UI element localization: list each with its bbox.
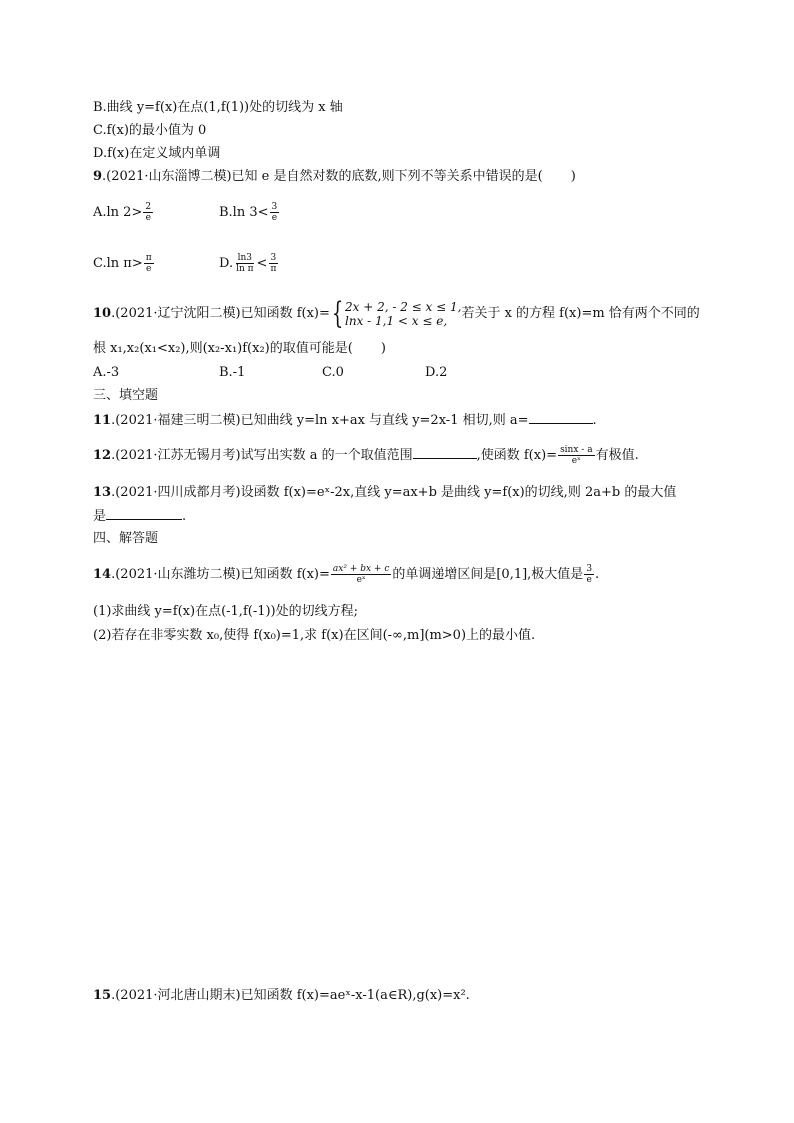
- q8-option-b: B.曲线 y=f(x)在点(1,f(1))处的切线为 x 轴: [93, 100, 343, 115]
- section-heading-solutions: 四、解答题: [93, 531, 159, 546]
- q10-option-b: B.-1: [219, 365, 246, 380]
- q9-option-b: B.ln 3< $\frac{3}{e}$: [219, 202, 278, 223]
- q14-stem: 14.(2021·山东潍坊二模)已知函数 f(x)= $\frac{\text{ax² + bx + c}}{\text{eˣ}}$ 的单调递增区间是[0,1],极大值是 $\frac{3}{e}$ .: [93, 564, 600, 585]
- q8-option-d: D.f(x)在定义域内单调: [93, 146, 221, 161]
- q12-stem: 12.(2021·江苏无锡月考)试写出实数 a 的一个取值范围 ,使函数 f(x)= $\frac{\sin x - a}{\text{eˣ}}$ 有极值.: [93, 445, 639, 466]
- q11-stem: 11.(2021·福建三明二模)已知曲线 y=ln x+ax 与直线 y=2x-1 相切,则 a= .: [93, 413, 597, 428]
- q9-stem: 9.(2021·山东淄博二模)已知 e 是自然对数的底数,则下列不等关系中错误的是( ): [93, 169, 576, 184]
- question-number: 10: [93, 306, 112, 321]
- q10-option-a: A.-3: [93, 365, 120, 380]
- q10-stem: 10.(2021·辽宁沈阳二模)已知函数 f(x)= { 2x + 2, - 2 ≤ x ≤ 1, lnx - 1,1 < x ≤ e, 若关于 x 的方程 f(x)=m 恰有两个不同的: [93, 295, 700, 331]
- q10-option-d: D.2: [425, 365, 448, 380]
- question-number: 13: [93, 485, 112, 500]
- section-heading-fill-in: 三、填空题: [93, 388, 159, 403]
- piecewise-function: { 2x + 2, - 2 ≤ x ≤ 1, lnx - 1,1 < x ≤ e,: [331, 295, 462, 331]
- answer-blank[interactable]: [106, 507, 182, 520]
- q14-part-1: (1)求曲线 y=f(x)在点(-1,f(-1))处的切线方程;: [93, 604, 359, 619]
- q8-option-c: C.f(x)的最小值为 0: [93, 123, 207, 138]
- q10-line2: 根 x₁,x₂(x₁<x₂),则(x₂-x₁)f(x₂)的取值可能是( ): [93, 341, 386, 356]
- q13-stem: 13.(2021·四川成都月考)设函数 f(x)=eˣ-2x,直线 y=ax+b 是曲线 y=f(x)的切线,则 2a+b 的最大值: [93, 485, 677, 500]
- q15-stem: 15.(2021·河北唐山期末)已知函数 f(x)=aeˣ-x-1(a∈R),g(x)=x².: [93, 988, 470, 1003]
- question-number: 9: [93, 169, 103, 184]
- question-number: 11: [93, 413, 112, 428]
- answer-blank[interactable]: [529, 411, 593, 424]
- question-number: 12: [93, 448, 112, 463]
- q9-option-a: A.ln 2> $\frac{2}{e}$: [93, 202, 152, 223]
- q14-part-2: (2)若存在非零实数 x₀,使得 f(x₀)=1,求 f(x)在区间(-∞,m](m>0)上的最小值.: [93, 628, 536, 643]
- question-number: 14: [93, 567, 112, 582]
- q9-option-d: D. $\frac{\ln 3}{\text{ln π}}$ < $\frac{3}{\pi}$: [219, 253, 277, 274]
- question-number: 15: [93, 988, 112, 1003]
- q10-option-c: C.0: [322, 365, 344, 380]
- answer-blank[interactable]: [413, 446, 477, 459]
- q13-line2: 是 .: [93, 509, 187, 524]
- q9-option-c: C.ln π> $\frac{\pi}{e}$: [93, 253, 152, 274]
